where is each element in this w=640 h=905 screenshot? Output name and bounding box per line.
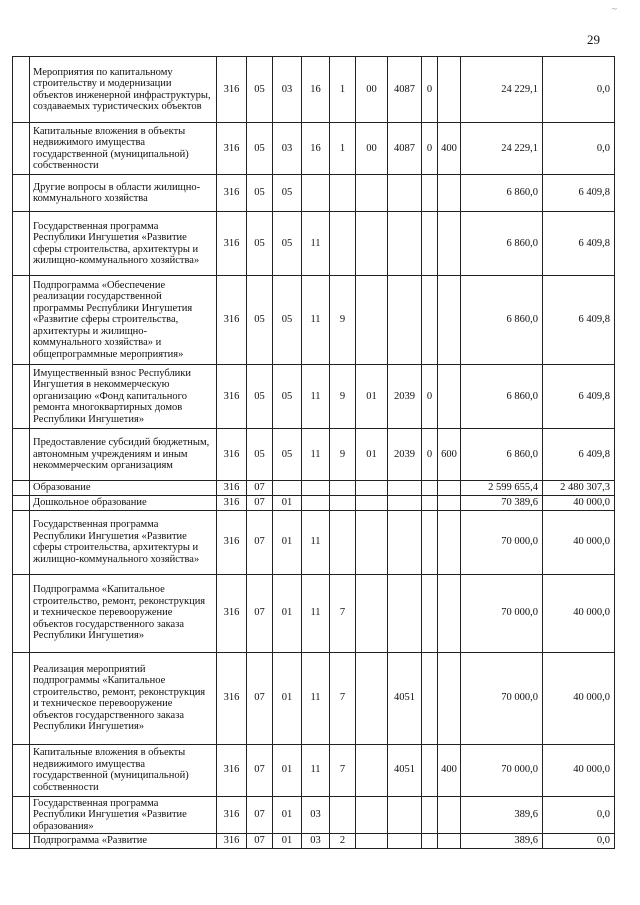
row-code-cell: 2 <box>330 834 356 849</box>
row-code-cell: 9 <box>330 276 356 365</box>
row-sum-2019-cell: 2 599 655,4 <box>461 481 543 496</box>
row-code-cell: 316 <box>217 276 247 365</box>
row-sum-2020-cell: 6 409,8 <box>543 429 615 481</box>
row-sum-2019-cell: 6 860,0 <box>461 365 543 429</box>
row-name-cell: Имущественный взнос Республики Ингушетия в некоммерческую организацию «Фонд капитального ремонта многоквартирных домов Республики Ингушетия» <box>30 365 217 429</box>
row-code-cell <box>388 496 422 511</box>
row-sum-2019-cell: 389,6 <box>461 834 543 849</box>
row-sum-2020-cell: 0,0 <box>543 796 615 834</box>
row-code-cell <box>422 796 438 834</box>
row-sum-2020-cell: 40 000,0 <box>543 496 615 511</box>
row-code-cell: 316 <box>217 429 247 481</box>
row-blank-cell <box>13 57 30 123</box>
table-row <box>13 510 615 574</box>
row-code-cell: 03 <box>302 796 330 834</box>
row-code-cell <box>356 834 388 849</box>
row-blank-cell <box>13 834 30 849</box>
row-code-cell: 316 <box>217 652 247 744</box>
table-row <box>13 481 615 496</box>
row-code-cell <box>388 574 422 652</box>
row-code-cell: 05 <box>247 212 273 276</box>
row-code-cell <box>422 496 438 511</box>
row-code-cell: 4087 <box>388 123 422 175</box>
row-code-cell: 07 <box>247 744 273 796</box>
row-code-cell: 316 <box>217 365 247 429</box>
row-code-cell: 1 <box>330 123 356 175</box>
row-sum-2019-cell: 6 860,0 <box>461 276 543 365</box>
row-code-cell: 07 <box>247 834 273 849</box>
table-row <box>13 744 615 796</box>
row-blank-cell <box>13 429 30 481</box>
row-code-cell <box>422 175 438 212</box>
row-code-cell <box>438 481 461 496</box>
row-code-cell: 600 <box>438 429 461 481</box>
row-code-cell: 0 <box>422 123 438 175</box>
row-code-cell: 07 <box>247 481 273 496</box>
row-blank-cell <box>13 510 30 574</box>
row-code-cell: 05 <box>247 276 273 365</box>
row-code-cell <box>356 796 388 834</box>
row-code-cell: 16 <box>302 57 330 123</box>
row-sum-2020-cell: 6 409,8 <box>543 175 615 212</box>
row-code-cell: 2039 <box>388 365 422 429</box>
row-code-cell: 2039 <box>388 429 422 481</box>
row-code-cell: 05 <box>247 57 273 123</box>
row-code-cell: 316 <box>217 212 247 276</box>
row-code-cell <box>438 796 461 834</box>
row-sum-2020-cell: 0,0 <box>543 123 615 175</box>
row-code-cell <box>422 834 438 849</box>
row-code-cell <box>438 574 461 652</box>
row-code-cell <box>356 574 388 652</box>
row-code-cell <box>356 744 388 796</box>
row-sum-2020-cell: 6 409,8 <box>543 212 615 276</box>
row-code-cell <box>438 276 461 365</box>
row-code-cell: 05 <box>247 429 273 481</box>
row-code-cell <box>302 175 330 212</box>
row-blank-cell <box>13 365 30 429</box>
row-code-cell <box>388 510 422 574</box>
row-blank-cell <box>13 744 30 796</box>
row-code-cell <box>356 175 388 212</box>
row-code-cell <box>330 796 356 834</box>
row-code-cell: 316 <box>217 175 247 212</box>
row-name-cell: Государственная программа Республики Ингушетия «Развитие сферы строительства, архитектуры и жилищно-коммунального хозяйства» <box>30 510 217 574</box>
row-code-cell: 316 <box>217 796 247 834</box>
row-code-cell <box>422 574 438 652</box>
row-sum-2019-cell: 24 229,1 <box>461 57 543 123</box>
row-code-cell <box>422 510 438 574</box>
row-sum-2020-cell: 40 000,0 <box>543 652 615 744</box>
row-code-cell: 4087 <box>388 57 422 123</box>
row-sum-2019-cell: 70 000,0 <box>461 510 543 574</box>
row-code-cell <box>356 652 388 744</box>
row-code-cell <box>356 481 388 496</box>
row-code-cell: 316 <box>217 481 247 496</box>
row-code-cell <box>330 496 356 511</box>
row-code-cell <box>388 796 422 834</box>
row-code-cell: 01 <box>356 365 388 429</box>
row-code-cell <box>273 481 302 496</box>
row-code-cell: 400 <box>438 123 461 175</box>
row-code-cell: 316 <box>217 834 247 849</box>
row-name-cell: Мероприятия по капитальному строительству и модернизации объектов инженерной инфраструктуры, создаваемых туристических объектов <box>30 57 217 123</box>
row-name-cell: Подпрограмма «Развитие <box>30 834 217 849</box>
row-code-cell: 9 <box>330 429 356 481</box>
row-code-cell: 9 <box>330 365 356 429</box>
row-code-cell: 11 <box>302 429 330 481</box>
row-code-cell: 316 <box>217 510 247 574</box>
row-sum-2019-cell: 70 389,6 <box>461 496 543 511</box>
row-code-cell: 11 <box>302 276 330 365</box>
row-code-cell <box>422 652 438 744</box>
row-code-cell: 05 <box>273 429 302 481</box>
row-code-cell: 05 <box>273 175 302 212</box>
row-code-cell: 7 <box>330 652 356 744</box>
row-code-cell: 07 <box>247 496 273 511</box>
row-code-cell: 11 <box>302 574 330 652</box>
table-row <box>13 429 615 481</box>
row-name-cell: Государственная программа Республики Ингушетия «Развитие сферы строительства, архитектуры и жилищно-коммунального хозяйства» <box>30 212 217 276</box>
row-code-cell: 01 <box>273 652 302 744</box>
corner-mark: ~ <box>612 4 617 14</box>
row-code-cell: 11 <box>302 510 330 574</box>
row-sum-2019-cell: 24 229,1 <box>461 123 543 175</box>
row-code-cell <box>388 175 422 212</box>
row-name-cell: Подпрограмма «Капитальное строительство, ремонт, реконструкция и техническое перевооружение объектов государственного заказа Республики Ингушетия» <box>30 574 217 652</box>
row-code-cell <box>388 212 422 276</box>
row-code-cell: 03 <box>273 57 302 123</box>
row-code-cell: 01 <box>356 429 388 481</box>
row-code-cell: 7 <box>330 744 356 796</box>
row-name-cell: Капитальные вложения в объекты недвижимого имущества государственной (муниципальной) собственности <box>30 123 217 175</box>
row-code-cell: 01 <box>273 834 302 849</box>
row-code-cell: 11 <box>302 212 330 276</box>
table-row <box>13 574 615 652</box>
row-code-cell: 0 <box>422 57 438 123</box>
row-code-cell: 1 <box>330 57 356 123</box>
row-sum-2020-cell: 40 000,0 <box>543 574 615 652</box>
row-code-cell <box>330 510 356 574</box>
row-name-cell: Образование <box>30 481 217 496</box>
row-code-cell: 07 <box>247 574 273 652</box>
row-sum-2020-cell: 0,0 <box>543 834 615 849</box>
row-code-cell: 316 <box>217 744 247 796</box>
row-code-cell: 4051 <box>388 744 422 796</box>
row-blank-cell <box>13 796 30 834</box>
row-sum-2019-cell: 70 000,0 <box>461 652 543 744</box>
row-code-cell <box>356 496 388 511</box>
row-code-cell <box>330 481 356 496</box>
row-name-cell: Государственная программа Республики Ингушетия «Развитие образования» <box>30 796 217 834</box>
row-name-cell: Дошкольное образование <box>30 496 217 511</box>
row-code-cell <box>438 510 461 574</box>
table-row <box>13 365 615 429</box>
row-code-cell <box>302 496 330 511</box>
row-blank-cell <box>13 212 30 276</box>
row-code-cell: 03 <box>302 834 330 849</box>
row-sum-2020-cell: 40 000,0 <box>543 744 615 796</box>
table-row <box>13 796 615 834</box>
row-sum-2020-cell: 6 409,8 <box>543 276 615 365</box>
row-code-cell: 00 <box>356 57 388 123</box>
row-code-cell: 0 <box>422 429 438 481</box>
table-row <box>13 123 615 175</box>
row-code-cell <box>438 212 461 276</box>
row-code-cell <box>422 276 438 365</box>
row-name-cell: Реализация мероприятий подпрограммы «Капитальное строительство, ремонт, реконструкция и техническое перевооружение объектов государственного заказа Республики Ингушетия» <box>30 652 217 744</box>
row-code-cell: 07 <box>247 796 273 834</box>
row-code-cell: 01 <box>273 510 302 574</box>
row-code-cell <box>388 834 422 849</box>
row-code-cell <box>438 365 461 429</box>
table-row <box>13 276 615 365</box>
row-code-cell: 7 <box>330 574 356 652</box>
row-code-cell: 0 <box>422 365 438 429</box>
row-code-cell <box>422 212 438 276</box>
table-row <box>13 175 615 212</box>
page-number: 29 <box>587 32 600 47</box>
row-blank-cell <box>13 652 30 744</box>
table-row <box>13 212 615 276</box>
row-code-cell: 11 <box>302 365 330 429</box>
row-code-cell <box>438 57 461 123</box>
row-code-cell: 00 <box>356 123 388 175</box>
row-code-cell: 11 <box>302 652 330 744</box>
row-code-cell <box>356 212 388 276</box>
row-code-cell <box>438 496 461 511</box>
row-name-cell: Подпрограмма «Обеспечение реализации государственной программы Республики Ингушетия «Развитие сферы строительства, архитектуры и жилищно-коммунального хозяйства» и общепрограммные мероприятия» <box>30 276 217 365</box>
row-code-cell: 11 <box>302 744 330 796</box>
row-code-cell <box>422 481 438 496</box>
table-row <box>13 57 615 123</box>
row-sum-2019-cell: 6 860,0 <box>461 175 543 212</box>
table-row <box>13 834 615 849</box>
row-code-cell <box>330 175 356 212</box>
row-code-cell: 03 <box>273 123 302 175</box>
row-code-cell <box>388 481 422 496</box>
row-sum-2020-cell: 6 409,8 <box>543 365 615 429</box>
row-code-cell: 01 <box>273 744 302 796</box>
row-blank-cell <box>13 123 30 175</box>
row-code-cell <box>302 481 330 496</box>
row-code-cell <box>356 276 388 365</box>
row-code-cell: 16 <box>302 123 330 175</box>
row-sum-2019-cell: 6 860,0 <box>461 212 543 276</box>
row-sum-2020-cell: 0,0 <box>543 57 615 123</box>
row-sum-2019-cell: 70 000,0 <box>461 574 543 652</box>
row-code-cell: 316 <box>217 496 247 511</box>
row-code-cell <box>422 744 438 796</box>
row-sum-2020-cell: 40 000,0 <box>543 510 615 574</box>
row-code-cell: 01 <box>273 496 302 511</box>
row-code-cell: 316 <box>217 574 247 652</box>
row-code-cell <box>356 510 388 574</box>
row-blank-cell <box>13 175 30 212</box>
row-code-cell: 01 <box>273 796 302 834</box>
row-code-cell: 316 <box>217 123 247 175</box>
row-code-cell: 400 <box>438 744 461 796</box>
budget-table <box>12 56 615 849</box>
table-body <box>13 57 615 849</box>
row-name-cell: Капитальные вложения в объекты недвижимого имущества государственной (муниципальной) собственности <box>30 744 217 796</box>
row-code-cell: 05 <box>247 175 273 212</box>
row-code-cell <box>388 276 422 365</box>
table-row <box>13 652 615 744</box>
row-code-cell <box>330 212 356 276</box>
row-sum-2019-cell: 389,6 <box>461 796 543 834</box>
row-code-cell <box>438 652 461 744</box>
row-code-cell: 05 <box>273 212 302 276</box>
row-sum-2019-cell: 70 000,0 <box>461 744 543 796</box>
row-code-cell: 05 <box>247 365 273 429</box>
row-code-cell <box>438 834 461 849</box>
row-code-cell: 01 <box>273 574 302 652</box>
row-code-cell: 07 <box>247 652 273 744</box>
row-code-cell: 316 <box>217 57 247 123</box>
row-code-cell: 05 <box>273 365 302 429</box>
row-code-cell <box>438 175 461 212</box>
row-code-cell: 05 <box>273 276 302 365</box>
row-name-cell: Другие вопросы в области жилищно-коммунального хозяйства <box>30 175 217 212</box>
row-code-cell: 05 <box>247 123 273 175</box>
row-blank-cell <box>13 574 30 652</box>
row-sum-2020-cell: 2 480 307,3 <box>543 481 615 496</box>
row-sum-2019-cell: 6 860,0 <box>461 429 543 481</box>
row-blank-cell <box>13 481 30 496</box>
table-row <box>13 496 615 511</box>
row-code-cell: 07 <box>247 510 273 574</box>
row-code-cell: 4051 <box>388 652 422 744</box>
row-name-cell: Предоставление субсидий бюджетным, автономным учреждениям и иным некоммерческим организациям <box>30 429 217 481</box>
row-blank-cell <box>13 276 30 365</box>
row-blank-cell <box>13 496 30 511</box>
